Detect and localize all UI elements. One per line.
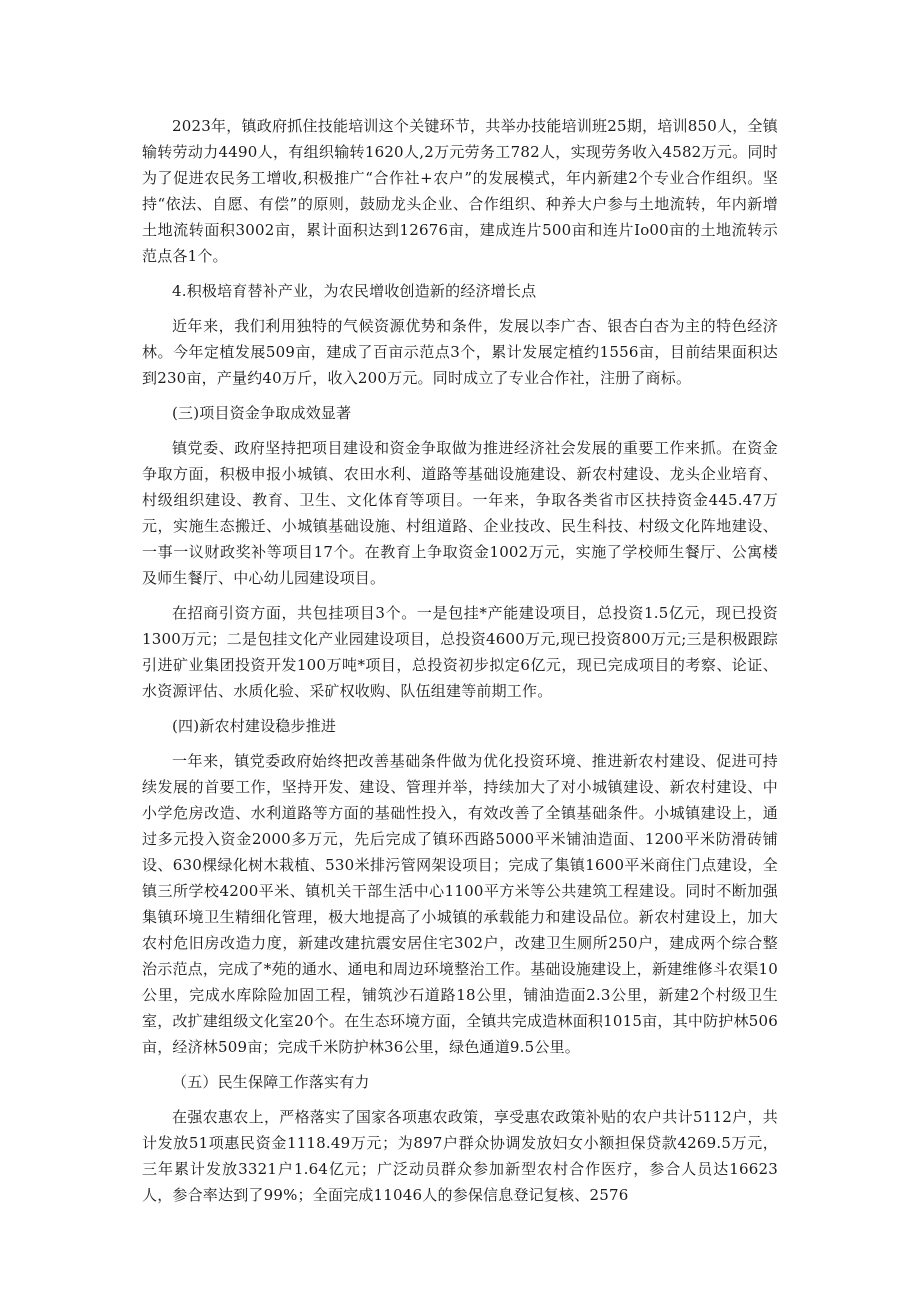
paragraph-investment: 在招商引资方面，共包挂项目3个。一是包挂*产能建设项目，总投资1.5亿元，现已投资1300万元；二是包挂文化产业园建设项目，总投资4600万元,现已投资800万元;三是积极跟踪引进矿业集团投资开发100万吨*项目，总投资初步拟定6亿元，现已完成项目的考察、论证、水资源评估、水质化验、采矿权收购、队伍组建等前期工作。 (142, 604, 778, 700)
heading-livelihood: （五）民生保障工作落实有力 (172, 1073, 370, 1091)
paragraph-funding: 镇党委、政府坚持把项目建设和资金争取做为推进经济社会发展的重要工作来抓。在资金争取方面，积极申报小城镇、农田水利、道路等基础设施建设、新农村建设、龙头企业培育、村级组织建设、教育、卫生、文化体育等项目。一年来，争取各类省市区扶持资金445.47万元，实施生态搬迁、小城镇基础设施、村组道路、企业技改、民生科技、村级文化阵地建设、一事一议财政奖补等项目17个。在教育上争取资金1002万元，实施了学校师生餐厅、公寓楼及师生餐厅、中心幼儿园建设项目。 (142, 439, 778, 587)
heading-new-countryside: (四)新农村建设稳步推进 (172, 717, 337, 735)
paragraph-labor-training: 2023年，镇政府抓住技能培训这个关键环节，共举办技能培训班25期，培训850人，全镇输转劳动力4490人，有组织输转1620人,2万元劳务工782人，实现劳务收入4582万元。同时为了促进农民务工增收,积极推广“合作社+农户”的发展模式，年内新建2个专业合作组织。坚持“依法、自愿、有偿”的原则，鼓励龙头企业、合作组织、种养大户参与土地流转，年内新增土地流转面积3002亩，累计面积达到12676亩，建成连片500亩和连片Io00亩的土地流转示范点各1个。 (142, 117, 778, 265)
heading-project-funding: (三)项目资金争取成效显著 (172, 404, 352, 422)
heading-substitute-industry: 4.积极培育替补产业，为农民增收创造新的经济增长点 (172, 282, 537, 300)
paragraph-economic-forest: 近年来，我们利用独特的气候资源优势和条件，发展以李广杏、银杏白杏为主的特色经济林。今年定植发展509亩，建成了百亩示范点3个，累计发展定植约1556亩，目前结果面积达到230亩，产量约40万斤，收入200万元。同时成立了专业合作社，注册了商标。 (142, 317, 778, 387)
paragraph-livelihood: 在强农惠农上，严格落实了国家各项惠农政策，享受惠农政策补贴的农户共计5112户，共计发放51项惠民资金1118.49万元；为897户群众协调发放妇女小额担保贷款4269.5万元，三年累计发放3321户1.64亿元；广泛动员群众参加新型农村合作医疗，参合人员达16623人，参合率达到了99%；全面完成11046人的参保信息登记复核、2576 (142, 1108, 778, 1204)
paragraph-countryside: 一年来，镇党委政府始终把改善基础条件做为优化投资环境、推进新农村建设、促进可持续发展的首要工作，坚持开发、建设、管理并举，持续加大了对小城镇建设、新农村建设、中小学危房改造、水利道路等方面的基础性投入，有效改善了全镇基础条件。小城镇建设上，通过多元投入资金2000多万元，先后完成了镇环西路5000平米铺油造面、1200平米防滑砖铺设、630棵绿化树木栽植、530米排污管网架设项目；完成了集镇1600平米商住门点建设，全镇三所学校4200平米、镇机关干部生活中心1100平方米等公共建筑工程建设。同时不断加强集镇环境卫生精细化管理，极大地提高了小城镇的承载能力和建设品位。新农村建设上，加大农村危旧房改造力度，新建改建抗震安居住宅302户，改建卫生厕所250户，建成两个综合整治示范点，完成了*苑的通水、通电和周边环境整治工作。基础设施建设上，新建维修斗农渠10公里，完成水库除险加固工程，铺筑沙石道路18公里，铺油造面2.3公里，新建2个村级卫生室，改扩建组级文化室20个。在生态环境方面，全镇共完成造林面积1015亩，其中防护林506亩，经济林509亩；完成千米防护林36公里，绿色通道9.5公里。 (142, 752, 778, 1056)
